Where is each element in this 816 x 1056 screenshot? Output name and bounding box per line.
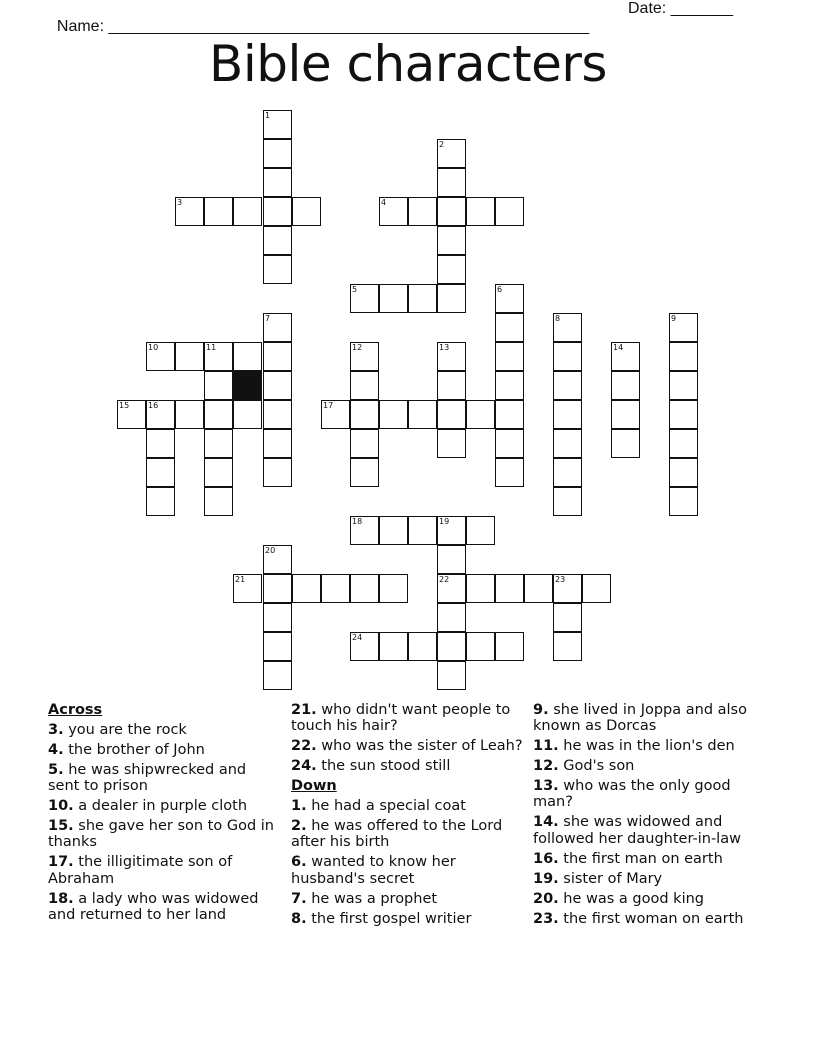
crossword-cell[interactable] [553, 632, 582, 661]
crossword-cell[interactable] [263, 255, 292, 284]
crossword-cell[interactable] [437, 603, 466, 632]
across-heading: Across [48, 702, 103, 718]
crossword-cell[interactable] [204, 197, 233, 226]
crossword-cell[interactable] [350, 632, 379, 661]
down-heading: Down [291, 778, 337, 795]
clue-number: 4 [381, 198, 387, 207]
crossword-cell[interactable] [553, 429, 582, 458]
crossword-cell[interactable] [263, 168, 292, 197]
crossword-cell[interactable] [437, 516, 466, 545]
clue-number: 15 [119, 401, 130, 410]
clues-column-1 [48, 702, 280, 927]
crossword-cell[interactable] [263, 429, 292, 458]
crossword-cell[interactable] [263, 545, 292, 574]
crossword-cell[interactable] [204, 342, 233, 371]
crossword-cell[interactable] [233, 400, 262, 429]
crossword-cell[interactable] [437, 226, 466, 255]
puzzle-title: Bible characters [209, 35, 607, 93]
clue-number: 16 [148, 401, 159, 410]
clue-number: 12 [352, 343, 363, 352]
name-field-label: Name: ______________________________________________________ [56, 18, 589, 35]
across-clue: 17. the illigitimate son of Abraham [48, 854, 233, 887]
crossword-cell[interactable] [495, 284, 524, 313]
crossword-cell[interactable] [263, 342, 292, 371]
crossword-cell[interactable] [466, 574, 495, 603]
crossword-cell[interactable] [321, 574, 350, 603]
crossword-cell[interactable] [175, 197, 204, 226]
crossword-cell[interactable] [379, 632, 408, 661]
clue-number: 2 [439, 140, 445, 149]
crossword-cell[interactable] [611, 342, 640, 371]
clue-number: 23 [555, 575, 566, 584]
crossword-cell[interactable] [437, 168, 466, 197]
crossword-cell[interactable] [263, 371, 292, 400]
down-clue: 11. he was in the lion's den [533, 738, 735, 755]
crossword-cell[interactable] [175, 342, 204, 371]
clue-number: 3 [177, 198, 183, 207]
down-clue: 8. the first gospel writier [291, 910, 472, 927]
crossword-cell[interactable] [611, 400, 640, 429]
crossword-cell[interactable] [350, 429, 379, 458]
crossword-cell[interactable] [204, 429, 233, 458]
clue-number: 5 [352, 285, 358, 294]
crossword-cell[interactable] [204, 487, 233, 516]
crossword-cell[interactable] [524, 574, 553, 603]
crossword-cell[interactable] [350, 400, 379, 429]
clue-number: 18 [352, 517, 363, 526]
down-clue: 7. he was a prophet [291, 890, 438, 907]
crossword-cell[interactable] [379, 284, 408, 313]
down-clue: 14. she was widowed and followed her daughter-in-law [533, 814, 741, 847]
clues-column-2 [291, 702, 527, 931]
crossword-cell[interactable] [437, 661, 466, 690]
crossword-cell[interactable] [350, 284, 379, 313]
crossword-cell[interactable] [350, 458, 379, 487]
crossword-cell[interactable] [263, 400, 292, 429]
crossword-cell[interactable] [263, 110, 292, 139]
crossword-cell[interactable] [611, 429, 640, 458]
crossword-cell[interactable] [146, 458, 175, 487]
crossword-cell[interactable] [611, 371, 640, 400]
clues-column-3 [533, 702, 773, 931]
crossword-cell[interactable] [263, 574, 292, 603]
down-clue: 9. she lived in Joppa and also known as Dorcas [533, 702, 747, 735]
down-clue: 19. sister of Mary [533, 870, 663, 887]
clue-number: 9 [671, 314, 677, 323]
crossword-cell[interactable] [466, 632, 495, 661]
crossword-cell[interactable] [146, 400, 175, 429]
crossword-cell[interactable] [553, 371, 582, 400]
date-field-label: Date: _______ [628, 0, 733, 17]
crossword-cell[interactable] [204, 458, 233, 487]
across-clue: 5. he was shipwrecked and sent to prison [48, 762, 247, 795]
crossword-cell[interactable] [466, 516, 495, 545]
crossword-cell[interactable] [495, 400, 524, 429]
crossword-cell[interactable] [582, 574, 611, 603]
crossword-cell[interactable] [379, 197, 408, 226]
crossword-cell[interactable] [437, 284, 466, 313]
crossword-cell[interactable] [175, 400, 204, 429]
clue-number: 21 [235, 575, 246, 584]
crossword-cell[interactable] [204, 400, 233, 429]
crossword-cell[interactable] [495, 429, 524, 458]
crossword-cell[interactable] [437, 574, 466, 603]
down-clue: 12. God's son [533, 758, 635, 775]
across-clue: 21. who didn't want people to touch his hair? [291, 702, 511, 735]
crossword-cell[interactable] [350, 516, 379, 545]
crossword-cell[interactable] [495, 313, 524, 342]
across-clue: 18. a lady who was widowed and returned to her land [48, 890, 259, 923]
crossword-cell[interactable] [263, 661, 292, 690]
crossword-cell[interactable] [350, 342, 379, 371]
crossword-cell[interactable] [437, 400, 466, 429]
crossword-cell[interactable] [669, 458, 698, 487]
crossword-cell[interactable] [263, 313, 292, 342]
down-clue: 6. wanted to know her husband's secret [291, 854, 456, 887]
crossword-cell[interactable] [146, 429, 175, 458]
crossword-cell[interactable] [669, 400, 698, 429]
clue-number: 7 [265, 314, 271, 323]
crossword-cell[interactable] [233, 197, 262, 226]
down-clue: 2. he was offered to the Lord after his birth [291, 818, 503, 851]
crossword-cell[interactable] [669, 313, 698, 342]
crossword-cell[interactable] [669, 429, 698, 458]
crossword-cell[interactable] [408, 284, 437, 313]
clue-number: 8 [555, 314, 561, 323]
crossword-cell[interactable] [495, 342, 524, 371]
crossword-cell[interactable] [263, 603, 292, 632]
crossword-cell[interactable] [437, 342, 466, 371]
across-clue: 24. the sun stood still [291, 758, 451, 775]
crossword-cell[interactable] [553, 313, 582, 342]
crossword-cell[interactable] [292, 197, 321, 226]
clue-number: 24 [352, 633, 363, 642]
crossword-cell[interactable] [321, 400, 350, 429]
crossword-cell[interactable] [669, 487, 698, 516]
crossword-cell[interactable] [553, 574, 582, 603]
crossword-cell[interactable] [379, 516, 408, 545]
crossword-cell[interactable] [233, 574, 262, 603]
crossword-cell[interactable] [669, 342, 698, 371]
crossword-cell[interactable] [146, 487, 175, 516]
crossword-cell[interactable] [495, 371, 524, 400]
crossword-cell[interactable] [350, 574, 379, 603]
crossword-cell[interactable] [117, 400, 146, 429]
clue-number: 11 [206, 343, 217, 352]
crossword-cell[interactable] [263, 458, 292, 487]
crossword-cell[interactable] [437, 545, 466, 574]
crossword-cell[interactable] [437, 371, 466, 400]
crossword-cell[interactable] [408, 632, 437, 661]
clue-number: 19 [439, 517, 450, 526]
crossword-cell[interactable] [495, 458, 524, 487]
crossword-cell[interactable] [553, 603, 582, 632]
crossword-cell[interactable] [437, 139, 466, 168]
crossword-cell[interactable] [263, 197, 292, 226]
down-clue: 13. who was the only good man? [533, 778, 731, 811]
across-clue: 4. the brother of John [48, 742, 205, 758]
crossword-cell[interactable] [204, 371, 233, 400]
crossword-cell[interactable] [263, 226, 292, 255]
crossword-cell[interactable] [669, 371, 698, 400]
crossword-cell[interactable] [437, 632, 466, 661]
crossword-cell[interactable] [466, 197, 495, 226]
crossword-cell[interactable] [233, 342, 262, 371]
crossword-cell[interactable] [437, 429, 466, 458]
crossword-cell[interactable] [495, 574, 524, 603]
across-clue: 3. you are the rock [48, 722, 187, 738]
crossword-cell[interactable] [350, 371, 379, 400]
across-clue: 10. a dealer in purple cloth [48, 798, 248, 815]
clue-number: 14 [613, 343, 624, 352]
clue-number: 17 [323, 401, 334, 410]
black-square [233, 371, 262, 400]
clue-number: 13 [439, 343, 450, 352]
crossword-cell[interactable] [263, 139, 292, 168]
across-clue: 22. who was the sister of Leah? [291, 738, 523, 755]
crossword-cell[interactable] [379, 574, 408, 603]
crossword-cell[interactable] [292, 574, 321, 603]
crossword-cell[interactable] [553, 400, 582, 429]
crossword-cell[interactable] [379, 400, 408, 429]
across-clue: 15. she gave her son to God in thanks [48, 818, 274, 851]
crossword-cell[interactable] [146, 342, 175, 371]
crossword-cell[interactable] [408, 400, 437, 429]
clue-number: 10 [148, 343, 159, 352]
clue-number: 1 [265, 111, 271, 120]
crossword-cell[interactable] [553, 342, 582, 371]
crossword-cell[interactable] [495, 197, 524, 226]
crossword-cell[interactable] [263, 632, 292, 661]
down-clue: 1. he had a special coat [291, 798, 466, 815]
down-clue: 16. the first man on earth [533, 850, 723, 867]
clue-number: 20 [265, 546, 276, 555]
crossword-cell[interactable] [408, 197, 437, 226]
clue-number: 22 [439, 575, 450, 584]
clue-number: 6 [497, 285, 503, 294]
crossword-cell[interactable] [437, 197, 466, 226]
down-clue: 20. he was a good king [533, 890, 704, 907]
crossword-cell[interactable] [437, 255, 466, 284]
crossword-cell[interactable] [466, 400, 495, 429]
crossword-cell[interactable] [553, 487, 582, 516]
crossword-cell[interactable] [408, 516, 437, 545]
crossword-cell[interactable] [553, 458, 582, 487]
crossword-cell[interactable] [495, 632, 524, 661]
down-clue: 23. the first woman on earth [533, 910, 744, 927]
